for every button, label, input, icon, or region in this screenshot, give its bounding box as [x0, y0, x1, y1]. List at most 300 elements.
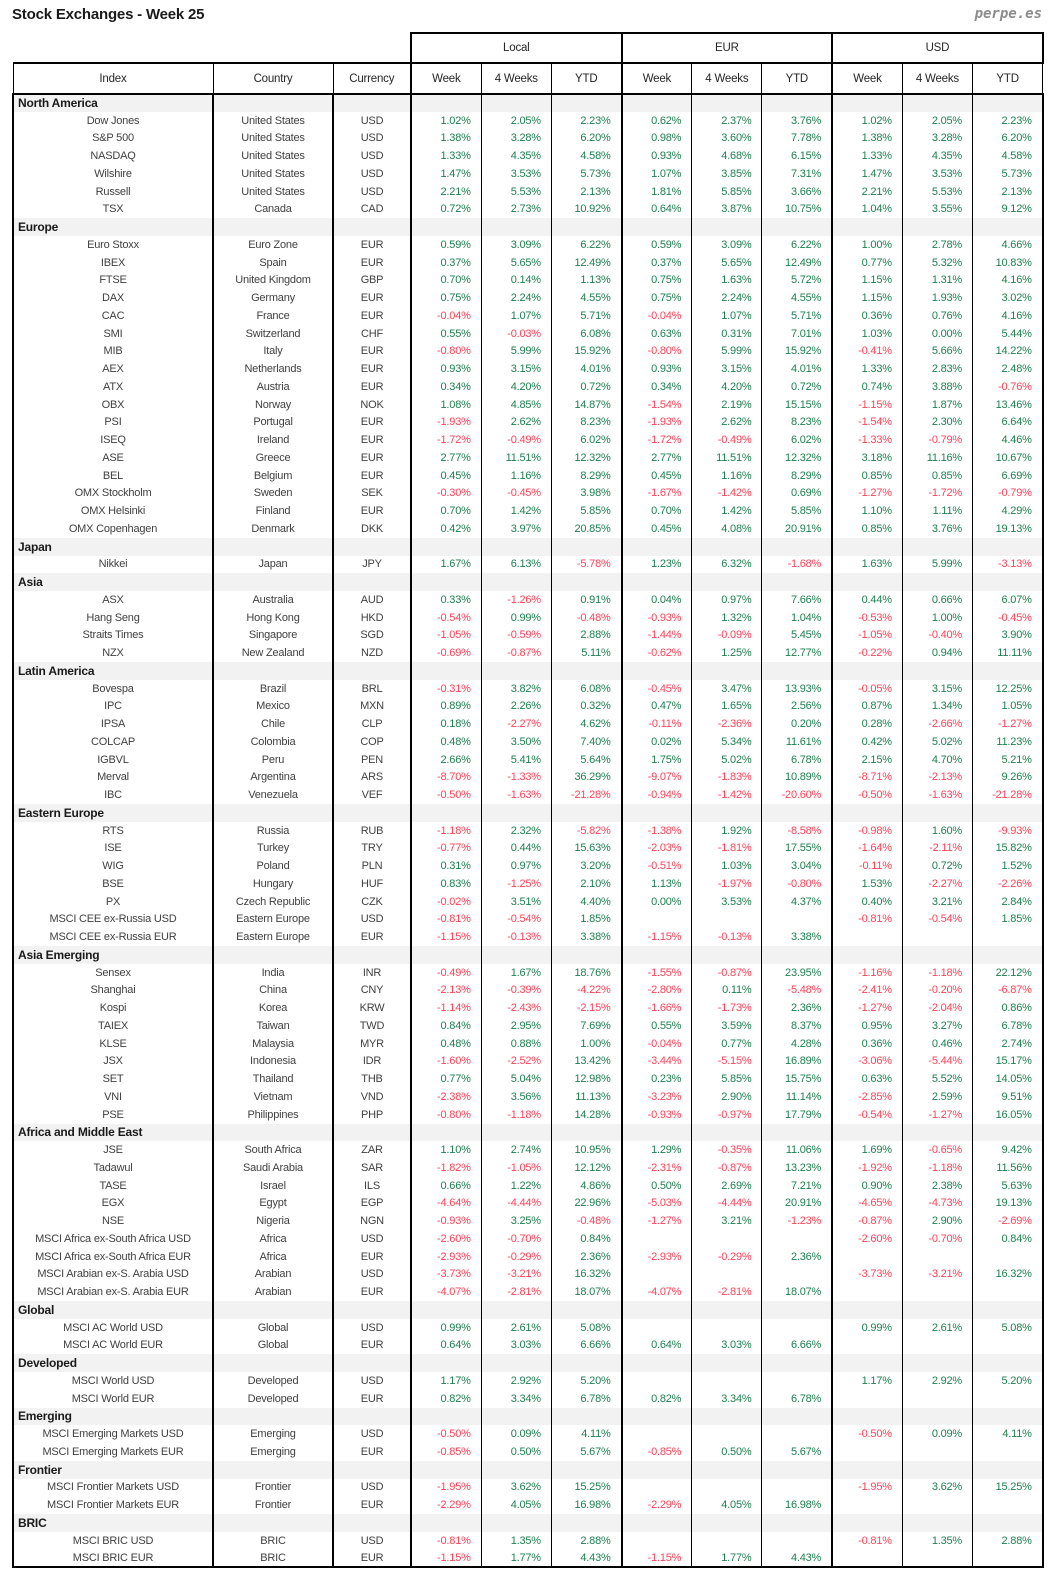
table-row: [13, 769, 1043, 787]
value-cell: [762, 1425, 832, 1443]
titlebar: [12, 6, 1042, 30]
value-cell: -1.92%: [832, 1159, 902, 1177]
value-cell: 5.99%: [902, 556, 972, 574]
value-cell: 0.97%: [692, 591, 762, 609]
value-cell: 0.70%: [411, 272, 481, 290]
value-cell: -2.26%: [973, 875, 1043, 893]
table-row: [13, 272, 1043, 290]
section-row: [13, 94, 1043, 112]
value-cell: 4.68%: [692, 147, 762, 165]
value-cell: 12.25%: [973, 680, 1043, 698]
index-cell: MSCI CEE ex-Russia EUR: [13, 928, 213, 946]
section-fill: [622, 538, 692, 556]
country-cell: Emerging: [213, 1425, 333, 1443]
country-cell: Argentina: [213, 769, 333, 787]
value-cell: [692, 1425, 762, 1443]
currency-cell: EUR: [333, 1443, 411, 1461]
table-row: [13, 467, 1043, 485]
value-cell: 2.38%: [902, 1177, 972, 1195]
value-cell: -0.31%: [411, 680, 481, 698]
value-cell: -0.80%: [762, 875, 832, 893]
value-cell: [622, 1479, 692, 1497]
value-cell: 1.17%: [411, 1372, 481, 1390]
value-cell: -0.81%: [411, 911, 481, 929]
value-cell: 5.41%: [481, 751, 551, 769]
value-cell: 0.70%: [622, 502, 692, 520]
value-cell: 1.77%: [481, 1550, 551, 1568]
section-fill: [692, 804, 762, 822]
value-cell: [902, 1496, 972, 1514]
currency-cell: USD: [333, 1266, 411, 1284]
section-fill: [551, 1461, 621, 1479]
section-fill: [551, 1301, 621, 1319]
value-cell: 2.90%: [692, 1088, 762, 1106]
index-cell: S&P 500: [13, 130, 213, 148]
section-row: [13, 573, 1043, 591]
section-fill: [762, 946, 832, 964]
value-cell: 0.75%: [411, 289, 481, 307]
value-cell: -2.81%: [692, 1283, 762, 1301]
currency-cell: PEN: [333, 751, 411, 769]
country-cell: Global: [213, 1337, 333, 1355]
currency-cell: EUR: [333, 289, 411, 307]
currency-cell: ZAR: [333, 1141, 411, 1159]
section-fill: [973, 1461, 1043, 1479]
value-cell: 3.28%: [481, 130, 551, 148]
value-cell: 0.77%: [411, 1070, 481, 1088]
section-fill: [762, 1301, 832, 1319]
section-fill: [551, 218, 621, 236]
value-cell: [622, 1372, 692, 1390]
value-cell: 2.21%: [832, 183, 902, 201]
group-header-row: [13, 33, 1043, 63]
value-cell: -9.93%: [973, 822, 1043, 840]
section-fill: [333, 804, 411, 822]
table-row: [13, 1479, 1043, 1497]
value-cell: 0.50%: [481, 1443, 551, 1461]
value-cell: -0.09%: [692, 627, 762, 645]
value-cell: 5.85%: [762, 502, 832, 520]
currency-cell: EUR: [333, 1248, 411, 1266]
value-cell: 6.20%: [973, 130, 1043, 148]
table-row: [13, 840, 1043, 858]
value-cell: -2.13%: [411, 982, 481, 1000]
value-cell: 4.05%: [481, 1496, 551, 1514]
section-fill: [333, 1461, 411, 1479]
section-fill: [481, 218, 551, 236]
section-fill: [551, 1408, 621, 1426]
currency-cell: EUR: [333, 1496, 411, 1514]
value-cell: 0.59%: [622, 236, 692, 254]
value-cell: 3.03%: [692, 1337, 762, 1355]
index-cell: NSE: [13, 1212, 213, 1230]
value-cell: 0.83%: [411, 875, 481, 893]
value-cell: 4.11%: [973, 1425, 1043, 1443]
value-cell: 4.43%: [762, 1550, 832, 1568]
value-cell: -1.82%: [411, 1159, 481, 1177]
value-cell: 5.34%: [692, 733, 762, 751]
country-cell: Nigeria: [213, 1212, 333, 1230]
value-cell: -1.27%: [902, 1106, 972, 1124]
section-fill: [481, 1408, 551, 1426]
section-row: [13, 218, 1043, 236]
value-cell: 15.15%: [762, 396, 832, 414]
value-cell: -8.70%: [411, 769, 481, 787]
value-cell: 0.72%: [551, 378, 621, 396]
currency-cell: DKK: [333, 520, 411, 538]
country-cell: Philippines: [213, 1106, 333, 1124]
index-cell: Dow Jones: [13, 112, 213, 130]
value-cell: 3.62%: [902, 1479, 972, 1497]
value-cell: -5.44%: [902, 1053, 972, 1071]
value-cell: 3.09%: [481, 236, 551, 254]
section-fill: [973, 1301, 1043, 1319]
value-cell: -0.85%: [411, 1443, 481, 1461]
value-cell: -1.18%: [902, 1159, 972, 1177]
value-cell: -0.80%: [622, 343, 692, 361]
index-cell: Bovespa: [13, 680, 213, 698]
value-cell: -1.72%: [411, 431, 481, 449]
value-cell: 1.03%: [832, 325, 902, 343]
value-cell: 19.13%: [973, 520, 1043, 538]
value-cell: 2.88%: [551, 627, 621, 645]
value-cell: 1.00%: [902, 609, 972, 627]
index-cell: MSCI Emerging Markets EUR: [13, 1443, 213, 1461]
value-cell: 2.21%: [411, 183, 481, 201]
country-cell: Greece: [213, 449, 333, 467]
section-label: Europe: [13, 218, 213, 236]
country-cell: Frontier: [213, 1479, 333, 1497]
value-cell: 10.95%: [551, 1141, 621, 1159]
value-cell: 1.11%: [902, 502, 972, 520]
value-cell: 0.82%: [622, 1390, 692, 1408]
currency-cell: CNY: [333, 982, 411, 1000]
value-cell: 0.64%: [622, 1337, 692, 1355]
section-label: North America: [13, 94, 213, 112]
table-row: [13, 1337, 1043, 1355]
value-cell: 3.20%: [551, 857, 621, 875]
currency-cell: USD: [333, 112, 411, 130]
value-cell: [692, 1266, 762, 1284]
col-header-4weeks: 4 Weeks: [692, 63, 762, 94]
section-fill: [622, 1461, 692, 1479]
section-fill: [481, 1354, 551, 1372]
value-cell: 2.37%: [692, 112, 762, 130]
index-cell: Sensex: [13, 964, 213, 982]
value-cell: [692, 1230, 762, 1248]
value-cell: 1.00%: [551, 1035, 621, 1053]
value-cell: 3.53%: [692, 893, 762, 911]
section-fill: [832, 662, 902, 680]
value-cell: 2.30%: [902, 414, 972, 432]
value-cell: 15.25%: [973, 1479, 1043, 1497]
table-row: [13, 857, 1043, 875]
value-cell: -1.26%: [481, 591, 551, 609]
value-cell: 4.70%: [902, 751, 972, 769]
currency-cell: TWD: [333, 1017, 411, 1035]
value-cell: 0.00%: [622, 893, 692, 911]
country-cell: China: [213, 982, 333, 1000]
value-cell: 4.16%: [973, 307, 1043, 325]
value-cell: -0.04%: [622, 1035, 692, 1053]
value-cell: -1.66%: [622, 999, 692, 1017]
table-row: [13, 201, 1043, 219]
section-fill: [832, 218, 902, 236]
value-cell: -5.78%: [551, 556, 621, 574]
value-cell: 0.00%: [902, 325, 972, 343]
col-header-week: Week: [411, 63, 481, 94]
value-cell: 4.55%: [551, 289, 621, 307]
value-cell: -1.97%: [692, 875, 762, 893]
value-cell: -2.31%: [622, 1159, 692, 1177]
value-cell: -0.59%: [481, 627, 551, 645]
value-cell: [902, 1550, 972, 1568]
value-cell: 2.36%: [551, 1248, 621, 1266]
value-cell: 0.77%: [692, 1035, 762, 1053]
table-row: [13, 1053, 1043, 1071]
value-cell: 12.49%: [762, 254, 832, 272]
value-cell: -0.87%: [692, 1159, 762, 1177]
value-cell: 3.88%: [902, 378, 972, 396]
value-cell: -0.85%: [622, 1443, 692, 1461]
section-fill: [762, 1461, 832, 1479]
currency-cell: EUR: [333, 928, 411, 946]
value-cell: 1.31%: [902, 272, 972, 290]
value-cell: -0.87%: [832, 1212, 902, 1230]
value-cell: 2.90%: [902, 1212, 972, 1230]
group-header-usd: USD: [832, 33, 1043, 63]
table-row: [13, 1266, 1043, 1284]
value-cell: 0.40%: [832, 893, 902, 911]
value-cell: 2.15%: [832, 751, 902, 769]
value-cell: 2.92%: [902, 1372, 972, 1390]
value-cell: 11.51%: [692, 449, 762, 467]
value-cell: 1.22%: [481, 1177, 551, 1195]
value-cell: 20.91%: [762, 1195, 832, 1213]
value-cell: -0.50%: [832, 1425, 902, 1443]
table-row: [13, 502, 1043, 520]
section-label: Latin America: [13, 662, 213, 680]
value-cell: 0.90%: [832, 1177, 902, 1195]
stock-exchanges-table: [12, 32, 1044, 1568]
country-cell: BRIC: [213, 1550, 333, 1568]
value-cell: -0.54%: [411, 609, 481, 627]
section-fill: [551, 94, 621, 112]
table-row: [13, 556, 1043, 574]
value-cell: -2.43%: [481, 999, 551, 1017]
currency-cell: USD: [333, 1372, 411, 1390]
value-cell: [622, 911, 692, 929]
table-row: [13, 1425, 1043, 1443]
country-cell: United States: [213, 165, 333, 183]
value-cell: 4.11%: [551, 1425, 621, 1443]
value-cell: 0.14%: [481, 272, 551, 290]
value-cell: 0.09%: [481, 1425, 551, 1443]
currency-cell: THB: [333, 1070, 411, 1088]
index-cell: TAIEX: [13, 1017, 213, 1035]
table-row: [13, 325, 1043, 343]
section-fill: [333, 573, 411, 591]
currency-cell: EUR: [333, 236, 411, 254]
table-row: [13, 1070, 1043, 1088]
value-cell: 1.32%: [692, 609, 762, 627]
table-row: [13, 1159, 1043, 1177]
value-cell: -1.42%: [692, 485, 762, 503]
section-fill: [622, 1514, 692, 1532]
value-cell: -0.69%: [411, 644, 481, 662]
value-cell: 9.51%: [973, 1088, 1043, 1106]
value-cell: [973, 1443, 1043, 1461]
value-cell: -4.22%: [551, 982, 621, 1000]
value-cell: 10.89%: [762, 769, 832, 787]
value-cell: [622, 1319, 692, 1337]
value-cell: 0.45%: [411, 467, 481, 485]
currency-cell: USD: [333, 165, 411, 183]
value-cell: -1.54%: [832, 414, 902, 432]
section-fill: [481, 1514, 551, 1532]
value-cell: 3.60%: [692, 130, 762, 148]
value-cell: -3.21%: [902, 1266, 972, 1284]
value-cell: 4.35%: [481, 147, 551, 165]
value-cell: 12.32%: [551, 449, 621, 467]
value-cell: 16.89%: [762, 1053, 832, 1071]
value-cell: 3.28%: [902, 130, 972, 148]
value-cell: 1.67%: [481, 964, 551, 982]
index-cell: MSCI Africa ex-South Africa EUR: [13, 1248, 213, 1266]
value-cell: -0.04%: [411, 307, 481, 325]
table-row: [13, 928, 1043, 946]
section-fill: [762, 662, 832, 680]
value-cell: 0.75%: [622, 272, 692, 290]
value-cell: -2.69%: [973, 1212, 1043, 1230]
country-cell: Switzerland: [213, 325, 333, 343]
value-cell: 0.33%: [411, 591, 481, 609]
section-fill: [692, 1124, 762, 1142]
value-cell: 0.55%: [411, 325, 481, 343]
currency-cell: BRL: [333, 680, 411, 698]
index-cell: ASX: [13, 591, 213, 609]
value-cell: 0.98%: [622, 130, 692, 148]
value-cell: 11.16%: [902, 449, 972, 467]
value-cell: 0.74%: [832, 378, 902, 396]
value-cell: 13.23%: [762, 1159, 832, 1177]
value-cell: 0.31%: [411, 857, 481, 875]
value-cell: 4.86%: [551, 1177, 621, 1195]
table-row: [13, 1283, 1043, 1301]
value-cell: 1.23%: [622, 556, 692, 574]
section-row: [13, 538, 1043, 556]
index-cell: PSI: [13, 414, 213, 432]
value-cell: 8.23%: [551, 414, 621, 432]
value-cell: -1.95%: [832, 1479, 902, 1497]
value-cell: 3.18%: [832, 449, 902, 467]
value-cell: [692, 1319, 762, 1337]
table-row: [13, 236, 1043, 254]
section-fill: [333, 946, 411, 964]
value-cell: 0.72%: [902, 857, 972, 875]
value-cell: [973, 1337, 1043, 1355]
section-fill: [692, 1354, 762, 1372]
value-cell: -0.39%: [481, 982, 551, 1000]
value-cell: -8.58%: [762, 822, 832, 840]
value-cell: -6.87%: [973, 982, 1043, 1000]
value-cell: 3.76%: [762, 112, 832, 130]
value-cell: [692, 911, 762, 929]
value-cell: 1.87%: [902, 396, 972, 414]
value-cell: -2.93%: [411, 1248, 481, 1266]
country-cell: Frontier: [213, 1496, 333, 1514]
value-cell: 36.29%: [551, 769, 621, 787]
value-cell: 5.85%: [692, 183, 762, 201]
value-cell: 6.22%: [762, 236, 832, 254]
value-cell: 10.75%: [762, 201, 832, 219]
value-cell: 22.96%: [551, 1195, 621, 1213]
value-cell: -0.04%: [622, 307, 692, 325]
value-cell: -0.20%: [902, 982, 972, 1000]
index-cell: Wilshire: [13, 165, 213, 183]
value-cell: -0.48%: [551, 1212, 621, 1230]
value-cell: -0.87%: [481, 644, 551, 662]
value-cell: 6.13%: [481, 556, 551, 574]
value-cell: 1.04%: [832, 201, 902, 219]
brand-link[interactable]: perpe.es: [974, 6, 1042, 22]
value-cell: 0.46%: [902, 1035, 972, 1053]
section-label: Asia: [13, 573, 213, 591]
value-cell: -0.81%: [411, 1532, 481, 1550]
country-cell: Czech Republic: [213, 893, 333, 911]
index-cell: COLCAP: [13, 733, 213, 751]
value-cell: 0.69%: [762, 485, 832, 503]
value-cell: 1.42%: [692, 502, 762, 520]
value-cell: 6.66%: [551, 1337, 621, 1355]
section-fill: [762, 94, 832, 112]
value-cell: 4.01%: [551, 360, 621, 378]
value-cell: 0.84%: [411, 1017, 481, 1035]
value-cell: 14.05%: [973, 1070, 1043, 1088]
value-cell: -2.27%: [902, 875, 972, 893]
section-fill: [832, 1124, 902, 1142]
value-cell: 5.32%: [902, 254, 972, 272]
value-cell: 2.78%: [902, 236, 972, 254]
country-cell: Israel: [213, 1177, 333, 1195]
table-row: [13, 1550, 1043, 1568]
value-cell: -0.93%: [622, 1106, 692, 1124]
section-fill: [213, 218, 333, 236]
value-cell: 5.99%: [481, 343, 551, 361]
currency-cell: EUR: [333, 343, 411, 361]
currency-cell: PHP: [333, 1106, 411, 1124]
table-row: [13, 414, 1043, 432]
value-cell: 1.67%: [411, 556, 481, 574]
section-fill: [973, 1124, 1043, 1142]
value-cell: 3.85%: [692, 165, 762, 183]
value-cell: -1.15%: [832, 396, 902, 414]
value-cell: 1.81%: [622, 183, 692, 201]
value-cell: [832, 1496, 902, 1514]
value-cell: 1.33%: [832, 360, 902, 378]
country-cell: Hungary: [213, 875, 333, 893]
section-fill: [692, 1408, 762, 1426]
value-cell: 4.16%: [973, 272, 1043, 290]
country-cell: Italy: [213, 343, 333, 361]
value-cell: -4.07%: [411, 1283, 481, 1301]
value-cell: 0.45%: [622, 467, 692, 485]
country-cell: Sweden: [213, 485, 333, 503]
section-fill: [973, 538, 1043, 556]
currency-cell: USD: [333, 183, 411, 201]
value-cell: 0.11%: [692, 982, 762, 1000]
col-header-week: Week: [832, 63, 902, 94]
